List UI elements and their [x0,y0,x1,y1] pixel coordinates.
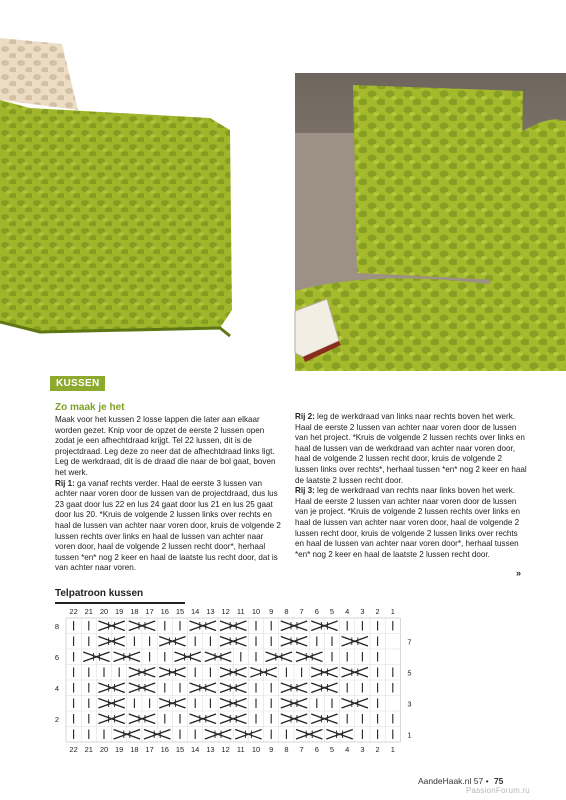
continue-arrow: » [516,568,522,578]
chart-column-label-bottom: 3 [360,745,365,754]
chart-column-label-top: 13 [206,607,215,616]
chart-column-label-bottom: 18 [130,745,139,754]
chart-column-label-top: 9 [269,607,274,616]
chart-column-label-bottom: 15 [175,745,185,754]
chart-column-label-top: 5 [329,607,335,616]
page-number: 75 [493,776,504,786]
chart-row-label-right: 5 [407,668,412,678]
chart-column-label-bottom: 7 [299,745,304,754]
chart-row-label-left: 4 [54,683,60,693]
footer-site: AandeHaak.nl 57 [418,776,484,786]
chart-column-label-bottom: 11 [236,745,245,754]
row-2-text: leg de werkdraad van links naar rechts boven het werk. Haal de eerste 2 lussen van achter naar voren door de lussen van het project. *Kruis de volgende 2 lussen rechts over links en haal de lussen van de werkdraad van achter naar voren door, haal de volgende 2 lussen recht door, kruis de volgende 2 lussen links over rechts*, herhaal tussen *en* nog 2 keer en haal de laatste 2 lussen recht door. [295,412,527,485]
chart-column-label-top: 17 [145,607,154,616]
pillow-photo-left [0,30,272,362]
chart-row-label-left: 8 [54,621,60,631]
row-3-paragraph [295,486,527,560]
chart-column-label-top: 8 [284,607,289,616]
chart-title: Telpatroon kussen [55,588,144,599]
chart-column-label-top: 16 [160,607,169,616]
chart-column-label-top: 10 [251,607,261,616]
chart-column-label-top: 21 [84,607,93,616]
pillow-photo-right [295,73,566,371]
chart-column-label-top: 14 [191,607,200,616]
chart-column-label-bottom: 14 [191,745,200,754]
chart-column-label-bottom: 2 [375,745,380,754]
row-1-paragraph [55,479,283,574]
row-2-label: Rij 2: [295,412,315,421]
chart-column-label-bottom: 13 [206,745,215,754]
chart-column-label-bottom: 6 [314,745,319,754]
chart-column-label-bottom: 4 [345,745,350,754]
chart-column-label-bottom: 22 [69,745,78,754]
chart-column-label-bottom: 19 [115,745,124,754]
instructions-column-left [55,402,283,574]
chart-column-label-bottom: 10 [251,745,261,754]
chart-row-label-right: 7 [407,637,412,647]
chart-column-label-bottom: 20 [99,745,109,754]
row-2-paragraph [295,412,527,486]
chart-row-label-right: 1 [407,730,412,740]
intro-paragraph: Maak voor het kussen 2 losse lappen die later aan elkaar worden gezet. Knip voor de opzet de eerste 2 lussen open zodat je een afhechtdraad krijgt. Tel 22 lussen, dit is de projectdraad. Leg deze zo neer dat de afhechtdraad links ligt. Leg de werkdraad, dit is de draad die naar de bol gaat, boven het werk. [55,415,276,477]
instructions-column-right [295,412,527,560]
row-1-text: ga vanaf rechts verder. Haal de eerste 3 lussen van achter naar voren door de lussen van de projectdraad, dus lus 23 gaat door lus 22 en lus 24 gaat door lus 21 en lus 25 gaat door lus 20. *Kruis de volgende 2 lussen links over rechts en haal de lussen van achter naar voren door, kruis de volgende 2 lussen rechts over links en haal de lussen van achter naar voren door, haal de volgende 2 lussen recht door*, herhaal tussen *en* nog 2 keer en haal de laatste lus recht door, dat is van achter naar voren. [55,478,281,573]
chart-column-label-top: 6 [314,607,319,616]
chart-column-label-bottom: 8 [284,745,289,754]
chart-column-label-bottom: 16 [160,745,169,754]
chart-column-label-top: 1 [390,607,395,616]
chart-column-label-bottom: 5 [329,745,335,754]
chart-column-label-top: 18 [130,607,139,616]
chart-row-label-left: 2 [54,714,60,724]
chart-row-label-left: 6 [54,652,60,662]
chart-column-label-top: 20 [99,607,109,616]
chart-column-label-bottom: 12 [221,745,230,754]
chart-column-label-top: 4 [345,607,350,616]
stitch-chart [48,604,412,754]
page-footer [418,776,503,786]
chart-column-label-top: 2 [375,607,380,616]
row-1-label: Rij 1: [55,478,75,488]
chart-column-label-bottom: 17 [145,745,154,754]
chart-column-label-top: 3 [360,607,365,616]
subheading: Zo maak je het [55,402,125,413]
row-3-text: leg de werkdraad van rechts naar links boven het werk. Haal de eerste 2 lussen van achter naar voren door de lussen van je project. *Kruis de volgende 2 lussen rechts over links en haal de lussen van achter naar voren door, haal de volgende 2 lussen recht door, kruis de volgende 2 lussen links over rechts en haal de lussen van achter naar voren door*, herhaal tussen *en* nog 2 keer en haal de laatste 2 lussen recht door. [295,486,520,559]
chart-column-label-top: 11 [236,607,245,616]
chart-column-label-top: 7 [299,607,304,616]
chart-column-label-top: 12 [221,607,230,616]
watermark: PassionForum.ru [466,786,530,795]
chart-column-label-bottom: 21 [84,745,93,754]
row-3-label: Rij 3: [295,486,315,496]
chart-column-label-top: 19 [115,607,124,616]
chart-column-label-bottom: 9 [269,745,274,754]
section-tag-kussen: KUSSEN [50,376,105,391]
chart-column-label-top: 22 [69,607,78,616]
chart-row-label-right: 3 [407,699,412,709]
footer-bullet: • [485,776,489,786]
chart-column-label-bottom: 1 [390,745,395,754]
chart-column-label-top: 15 [175,607,185,616]
